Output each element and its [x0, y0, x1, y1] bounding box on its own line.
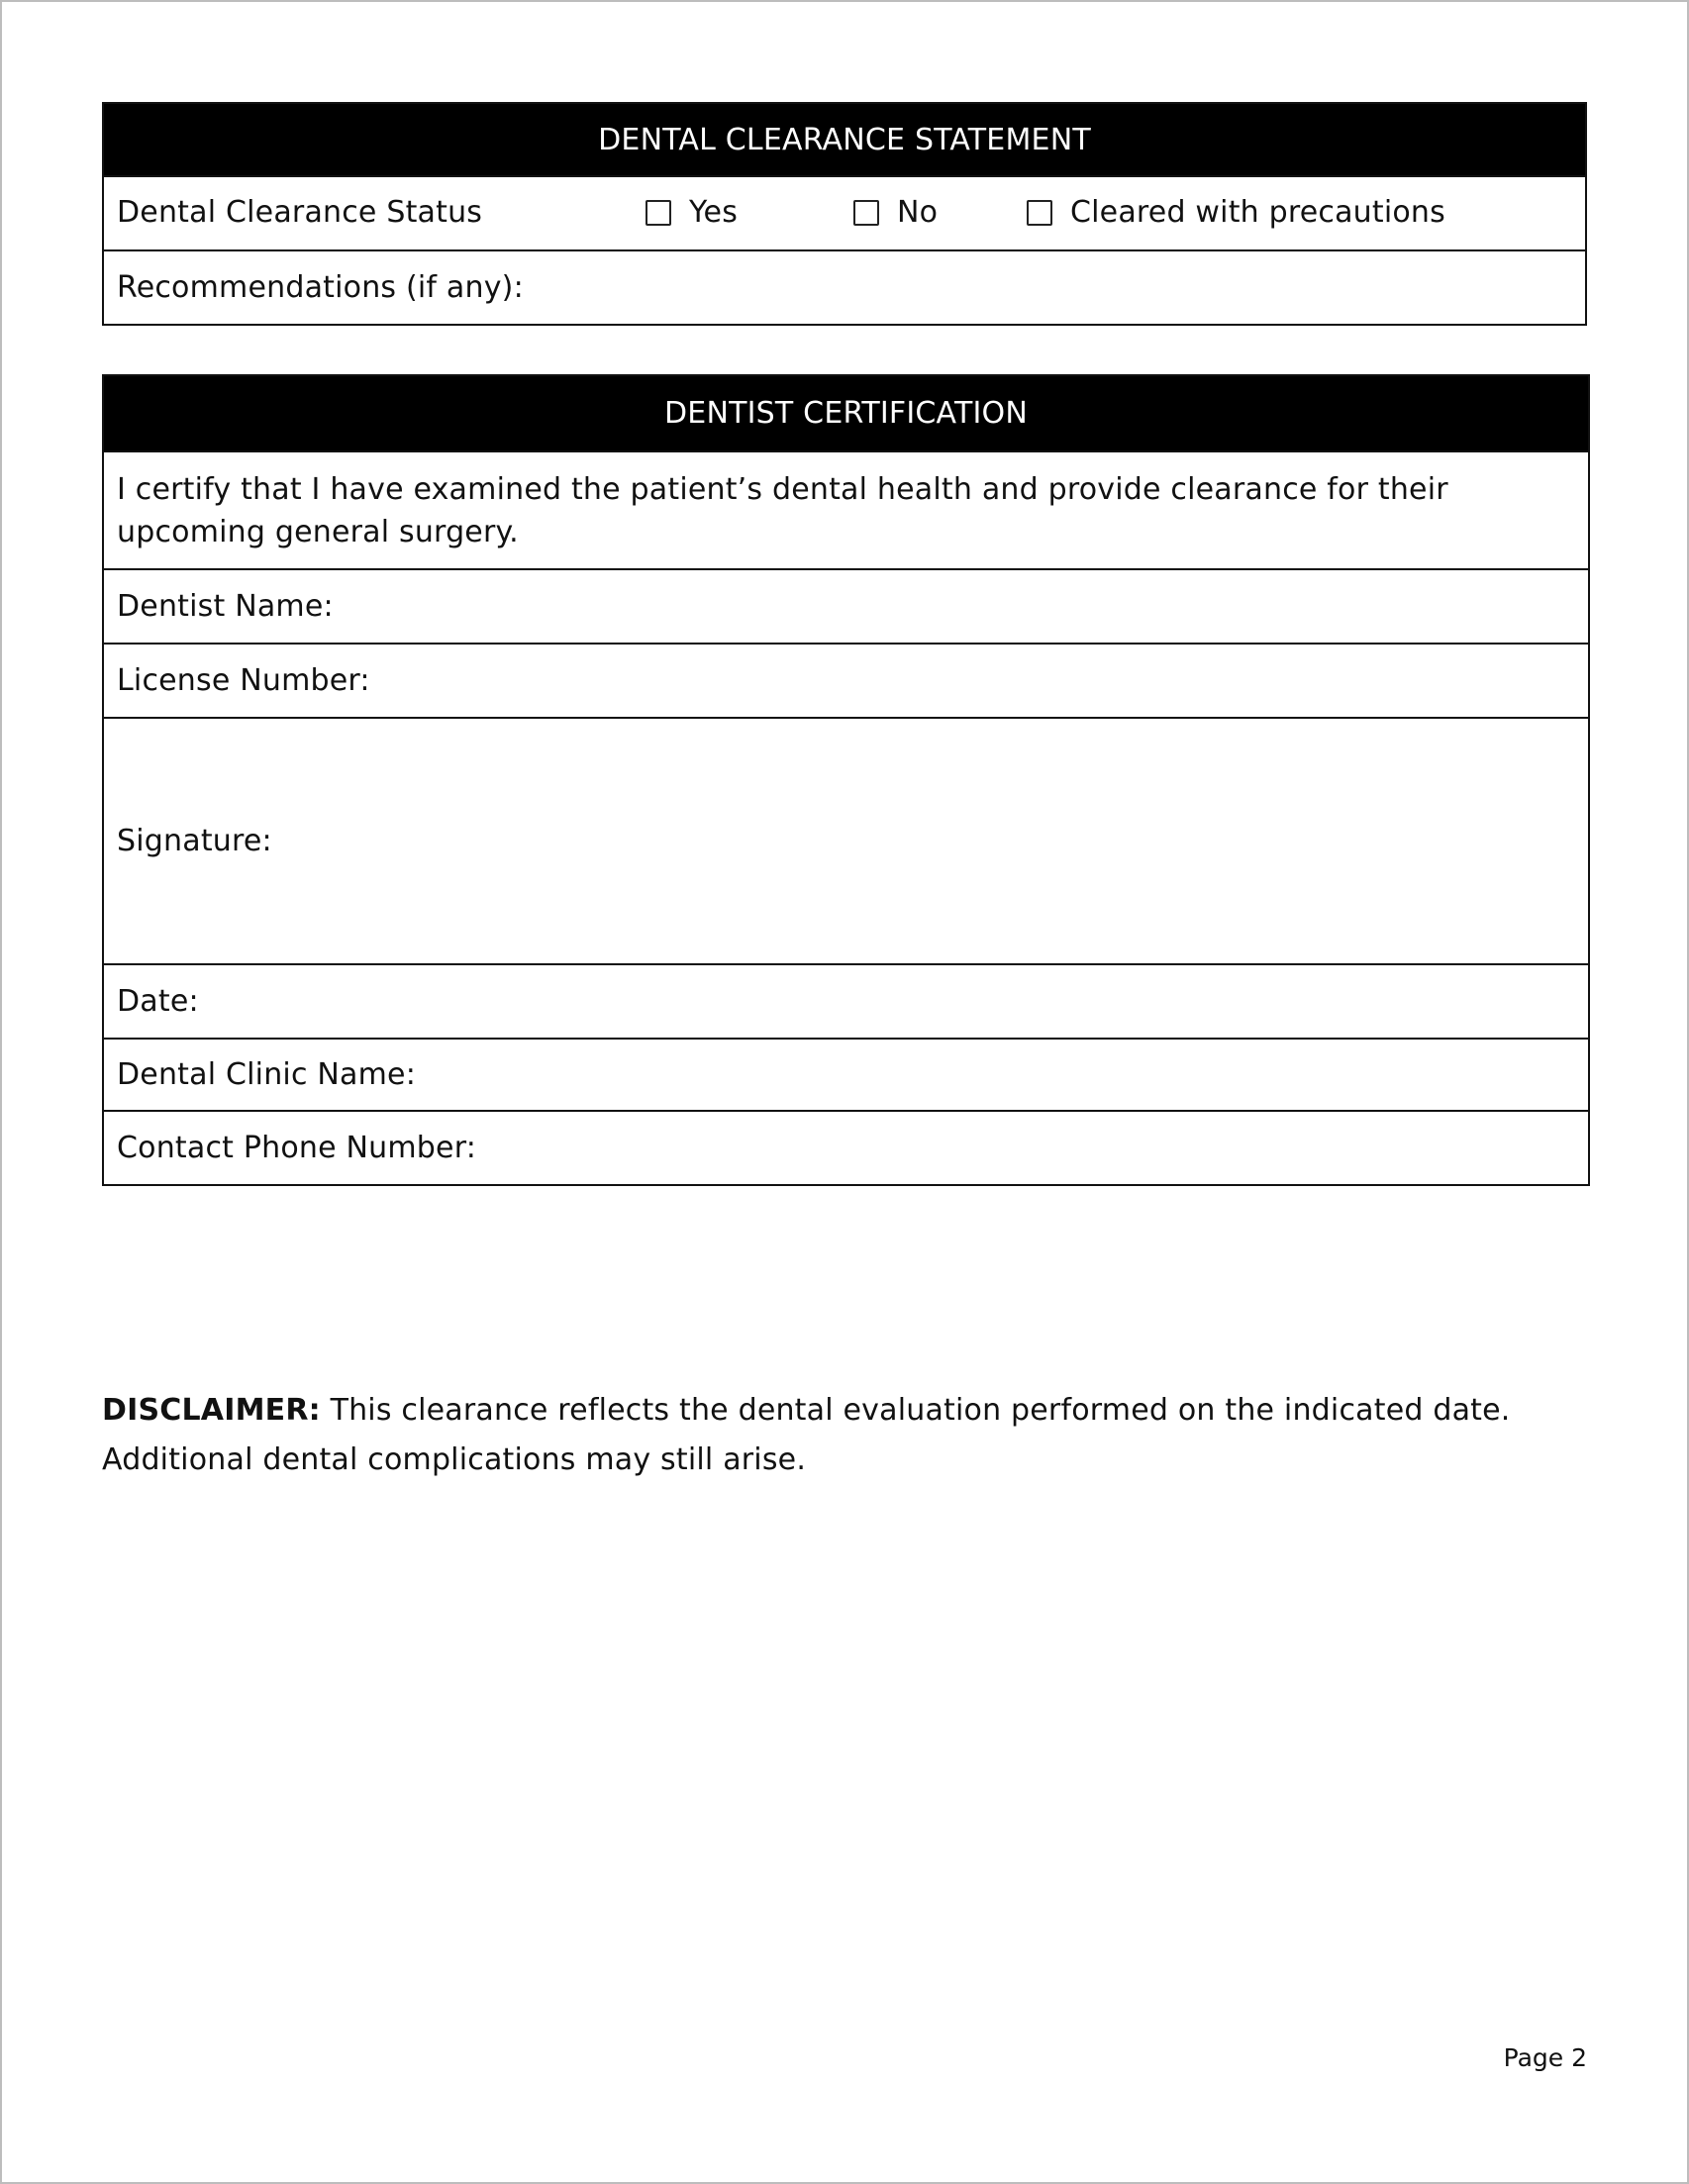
checkbox-no[interactable] [853, 200, 879, 226]
date-field[interactable]: Date: [103, 964, 1589, 1039]
dental-clearance-table [102, 102, 1587, 326]
clinic-name-field[interactable]: Dental Clinic Name: [103, 1039, 1589, 1111]
contact-phone-field[interactable]: Contact Phone Number: [103, 1111, 1589, 1185]
disclaimer-text: This clearance reflects the dental evaluation performed on the indicated date. Additional dental complications may still arise. [102, 1393, 1511, 1477]
clearance-status-row [103, 176, 1586, 250]
disclaimer-label: DISCLAIMER: [102, 1393, 321, 1428]
option-no-label: No [897, 195, 939, 230]
page-number: Page 2 [1503, 2043, 1587, 2072]
disclaimer [102, 1386, 1607, 1485]
option-cleared-with-precautions[interactable] [1027, 191, 1445, 234]
option-no[interactable] [853, 191, 938, 234]
option-yes[interactable] [646, 191, 738, 234]
certification-statement: I certify that I have examined the patient’s dental health and provide clearance for their upcoming general surgery. [103, 451, 1589, 569]
certification-title: DENTIST CERTIFICATION [103, 375, 1589, 451]
checkbox-yes[interactable] [646, 200, 671, 226]
clearance-title: DENTAL CLEARANCE STATEMENT [103, 103, 1586, 176]
checkbox-cleared-with-precautions[interactable] [1027, 200, 1052, 226]
license-number-field[interactable]: License Number: [103, 644, 1589, 718]
signature-field[interactable]: Signature: [103, 718, 1589, 964]
clearance-status-label: Dental Clearance Status [117, 195, 483, 230]
dentist-name-field[interactable]: Dentist Name: [103, 569, 1589, 644]
option-yes-label: Yes [689, 195, 739, 230]
option-cleared-with-precautions-label: Cleared with precautions [1070, 195, 1445, 230]
dentist-certification-table [102, 374, 1590, 1186]
recommendations-field[interactable]: Recommendations (if any): [103, 250, 1586, 325]
